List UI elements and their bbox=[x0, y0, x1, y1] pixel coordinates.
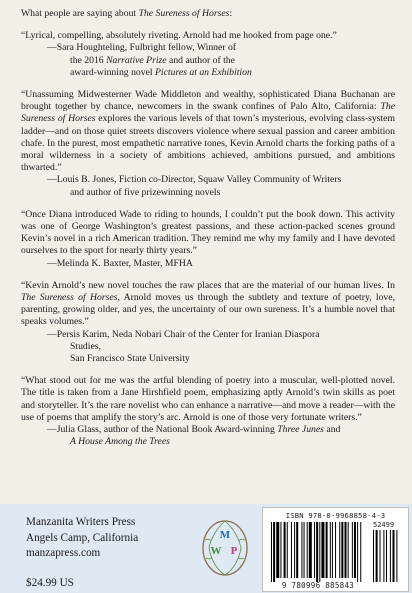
review-2 bbox=[21, 89, 395, 199]
barcode-bar bbox=[316, 522, 318, 582]
logo-letter-w: W bbox=[210, 545, 222, 557]
barcode-bar bbox=[348, 522, 349, 578]
barcode-addon-bar bbox=[396, 530, 397, 582]
publisher-info bbox=[26, 515, 138, 562]
barcode-bar bbox=[345, 522, 347, 578]
heading-colon: : bbox=[229, 8, 233, 19]
review-text: “Once Diana introduced Wade to riding to hounds, I couldn’t put the book down. This activity was one of George Washington’s greatest passions, and these action-packed scenes ground Kevin’s novel in a rich American tradition. They remind me why my family and I have devoted ourselves to the sport for nearly thirty years.” bbox=[21, 208, 395, 257]
barcode-bar bbox=[280, 522, 281, 578]
barcode-addon-bar bbox=[380, 530, 381, 582]
barcode-bar bbox=[296, 522, 298, 578]
publisher-name: Manzanita Writers Press bbox=[26, 516, 136, 528]
barcode-digits: 9 780996 885843 bbox=[281, 581, 355, 590]
review-attribution-line: A House Among the Trees bbox=[70, 436, 170, 448]
barcode-bar bbox=[276, 522, 279, 578]
heading-book-title: The Sureness of Horses bbox=[138, 8, 230, 19]
barcode-bar bbox=[335, 522, 336, 578]
review-attribution: —Julia Glass, author of the National Book Award-winning Three Junes and bbox=[47, 424, 341, 436]
review-attribution-line: San Francisco State University bbox=[70, 353, 190, 365]
review-text: “Lyrical, compelling, absolutely riveting. Arnold had me hooked from page one.” bbox=[21, 30, 337, 42]
review-attribution-line: Studies, bbox=[70, 340, 101, 352]
barcode-addon-bar bbox=[393, 530, 395, 582]
barcode-bar bbox=[357, 522, 358, 582]
barcode-bar bbox=[352, 522, 353, 578]
barcode-addon-bar bbox=[390, 530, 391, 582]
barcode-bar bbox=[271, 522, 272, 582]
barcode-bar bbox=[309, 522, 312, 578]
review-4 bbox=[21, 280, 395, 365]
barcode-bar bbox=[341, 522, 343, 578]
barcode-bar bbox=[291, 522, 292, 578]
barcode-bar bbox=[294, 522, 295, 578]
barcode-addon-bar bbox=[373, 530, 374, 582]
review-text: “Kevin Arnold’s new novel touches the raw places that are the material of our human lives. In The Sureness of Horses, Arnold moves us through the subtlety and texture of poetry, love, parenting, growing older, and yes, the uncertainty of our own sureness. It’s a humble novel that speaks volumes.” bbox=[21, 279, 395, 328]
barcode-bar bbox=[314, 522, 315, 578]
barcode-bar bbox=[332, 522, 333, 578]
logo-letter-m: M bbox=[219, 529, 231, 541]
barcode-bar bbox=[307, 522, 308, 578]
publisher-url[interactable]: manzapress.com bbox=[26, 547, 101, 559]
barcode-bar bbox=[301, 522, 302, 578]
barcode-addon-bar bbox=[383, 530, 384, 582]
barcode-bar bbox=[319, 522, 320, 582]
barcode-bar bbox=[330, 522, 331, 578]
barcode-bar bbox=[273, 522, 275, 582]
review-attribution: —Louis B. Jones, Fiction co-Director, Squaw Valley Community of Writers bbox=[47, 174, 342, 186]
price-label: $24.99 US bbox=[26, 577, 74, 589]
reviews-panel bbox=[21, 0, 395, 459]
review-attribution: —Melinda K. Baxter, Master, MFHA bbox=[47, 257, 193, 269]
barcode-addon-number: 52499 bbox=[373, 521, 395, 529]
review-1 bbox=[21, 30, 395, 79]
reviews-heading bbox=[21, 8, 395, 20]
isbn-barcode bbox=[262, 507, 409, 592]
barcode-bar bbox=[287, 522, 288, 578]
heading-prefix: What people are saying about bbox=[21, 8, 139, 19]
review-attribution: —Sara Houghteling, Fulbright fellow, Winner of bbox=[47, 42, 237, 54]
review-text: “What stood out for me was the artful blending of poetry into a muscular, well-plotted novel. The title is taken from a Jane Hirshfield poem, emphasizing aptly Arnold’s twin skills as poet and storyteller. It’s the rare novelist who can enhance a narrative—and move a reader—with the use of poems that amplify the story’s arc. Arnold is one of those very fortunate writers.” bbox=[21, 375, 395, 423]
barcode-bars-icon bbox=[263, 508, 408, 591]
barcode-bar bbox=[284, 522, 286, 578]
review-attribution-line: award-winning novel Pictures at an Exhibition bbox=[70, 66, 252, 78]
barcode-bar bbox=[304, 522, 305, 578]
logo-letter-p: P bbox=[230, 545, 238, 557]
review-3 bbox=[21, 209, 395, 270]
barcode-bar bbox=[321, 522, 324, 578]
review-attribution-line: and author of five prizewinning novels bbox=[70, 186, 221, 198]
barcode-bar bbox=[339, 522, 340, 578]
barcode-bar bbox=[326, 522, 328, 578]
publisher-city: Angels Camp, California bbox=[26, 531, 139, 544]
barcode-addon-bar bbox=[376, 530, 378, 582]
barcode-bar bbox=[354, 522, 356, 578]
review-5 bbox=[21, 375, 395, 448]
review-attribution: —Persis Karim, Neda Nobari Chair of the Center for Iranian Diaspora bbox=[47, 328, 320, 340]
isbn-label: ISBN 978-0-9968858-4-3 bbox=[285, 511, 386, 520]
publisher-logo-icon bbox=[199, 516, 251, 579]
barcode-addon-bar bbox=[386, 530, 387, 582]
barcode-bar bbox=[360, 522, 361, 582]
review-attribution-line: the 2016 Narrative Prize and author of the bbox=[70, 54, 235, 66]
review-text: “Unassuming Midwesterner Wade Middleton and wealthy, sophisticated Diana Buchanan are brought together by chance, newcomers in the swank confines of Palo Alto, California: The Sureness of Horses explores the various levels of that town’s mysterious, evolving class-system ladder—and on those quiet streets discovers violence where sexual passion and career ambition chafe. In the purest, most empathetic narrative tones, Kevin Arnold charts the forking paths of a moral wilderness in a society of ambitions achieved, ambitions pursued, and ambitions thwarted.” bbox=[21, 89, 395, 174]
